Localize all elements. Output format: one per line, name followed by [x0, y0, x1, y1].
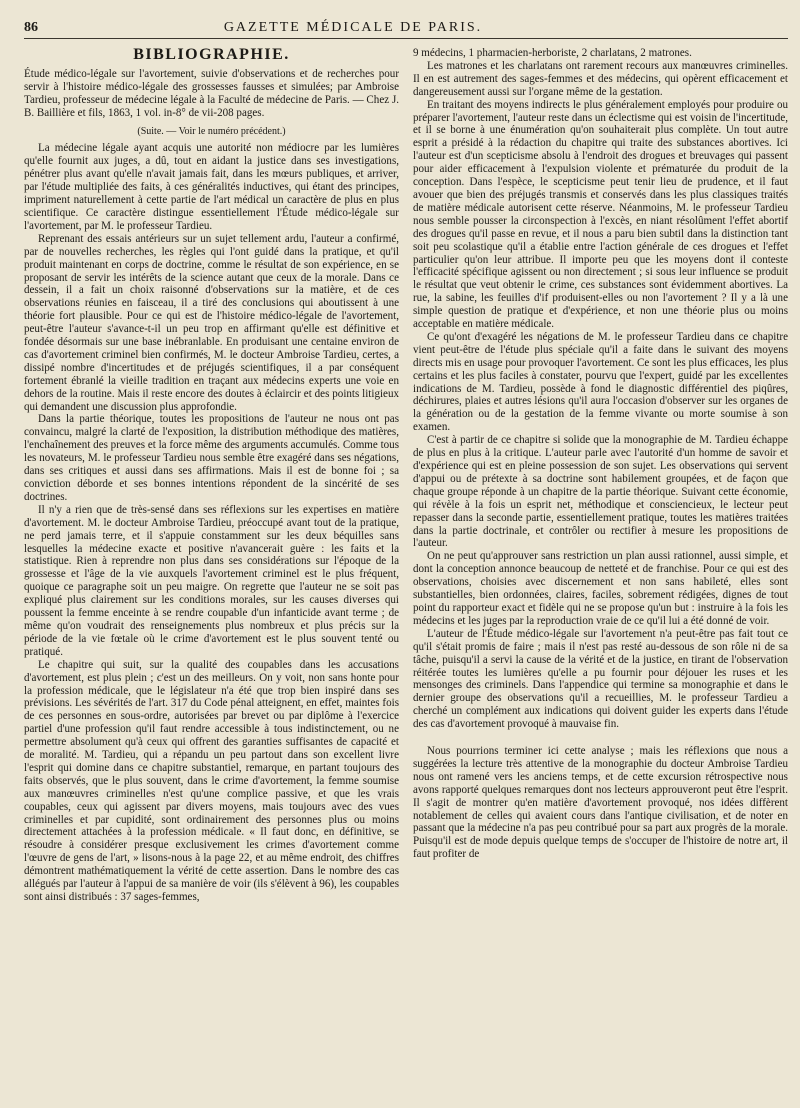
section-gap: [413, 731, 788, 745]
article-columns: [24, 47, 788, 1107]
paragraph: Les matrones et les charlatans ont rarement recours aux manœuvres criminelles. Il en est autrement des sages-femmes et des médecins, qui opèrent efficacement et dangereusement aussi sur l'organe même de la gestation.: [413, 59, 788, 98]
paragraph: Ce qu'ont d'exagéré les négations de M. le professeur Tardieu dans ce chapitre vient peut-être de l'étude plus spéciale qu'il a faite dans le suivant des moyens directs mis en usage pour provoquer l'avortement. Ce sont les plus efficaces, les plus certains et les plus faciles à constater, pourvu que l'expert, guidé par les excellentes indications de M. Tardieu, possède à fond le diagnostic différentiel des piqûres, déchirures, plaies et autres lésions qu'il aura l'occasion d'observer sur les organes de la génération ou de la gestation de la femme vivante ou morte soumise à son examen.: [413, 330, 788, 434]
section-title: BIBLIOGRAPHIE.: [133, 47, 290, 63]
journal-title: GAZETTE MÉDICALE DE PARIS.: [223, 20, 483, 35]
paragraph: Nous pourrions terminer ici cette analyse ; mais les réflexions que nous a suggérées la lecture très attentive de la monographie du docteur Ambroise Tardieu nous ont ramené vers les anciens temps, et de cette excursion rétrospective nous avons rapporté quelques remarques dont nos lecteurs approuveront peut être l'esprit. Il s'agit de montrer qu'en matière d'avortement provoqué, nos idées diffèrent notablement de celles qui avaient cours dans l'antique civilisation, et de noter en passant que la médecine n'a pas peu contribué pour sa part aux progrès de la morale. Puisqu'il est de mode depuis quelque temps de s'occuper de l'histoire de notre art, il faut profiter de: [413, 745, 788, 861]
paragraph: La médecine légale ayant acquis une autorité non médiocre par les lumières qu'elle fournit aux juges, a dû, tout en aidant la justice dans ses investigations, pénétrer plus avant qu'elle n'avait jamais fait, dans les mœurs publiques, et arriver, par l'étude multipliée des faits, à ces généralités inductives, qui étant des principes, impriment naturellement à cette partie de l'art médical un caractère de plus en plus scientifique. Ce caractère distingue essentiellement l'Étude médico-légale sur l'avortement, par M. le professeur Tardieu.: [24, 142, 399, 232]
continuation-note: (Suite. — Voir le numéro précédent.): [137, 125, 286, 137]
paragraph: En traitant des moyens indirects le plus généralement employés pour produire ou préparer l'avortement, l'auteur reste dans un éclectisme qui est voisin de l'incertitude, et il se borne à une énumération qu'on souhaiterait plus complète. Un tout autre esprit a présidé à la rédaction du chapitre qui traite des substances abortives. Ici l'auteur est d'un scepticisme absolu à l'endroit des drogues et breuvages qui passent pour aider efficacement à l'expulsion violente et prématurée du produit de la conception. Dans l'espèce, le scepticisme peut tenir lieu de prudence, et il faut avouer que bien des préjugés transmis et conservés dans les plus classiques traités de matière médicale autorisent cette réserve. Néanmoins, M. le professeur Tardieu nous semble pousser la circonspection à l'excès, en niant résolûment l'effet abortif des drogues qu'il passe en revue, et il nous a paru bien subtil dans la distinction tant soit peu scolastique qu'il a établie entre l'action générale de ces drogues et l'effet particulier qu'on leur attribue. Il importe peu que les moyens dont il conteste l'efficacité spécifique agissent ou non directement ; si sous leur influence se produit le résultat que veut obtenir le crime, ces substances sont évidemment abortives. La rue, la sabine, les feuilles d'if produisent-elles ou non l'avortement ? Il y a là une simple question de pratique et d'expérience, et non une théorie plus ou moins acceptable en matière médicale.: [413, 98, 788, 331]
paragraph: Dans la partie théorique, toutes les propositions de l'auteur ne nous ont pas convaincu, malgré la clarté de l'exposition, la distribution méthodique des matières, l'enchaînement des preuves et la force même des arguments accumulés. Comme tous les novateurs, M. le professeur Tardieu nous semble être exagéré dans ses négations, dans ses critiques et aussi dans ses affirmations. Mais il est de bonne foi ; sa conviction déborde et ses bonnes intentions répondent de la sincérité de ses doctrines.: [24, 413, 399, 503]
right-column: [413, 47, 788, 1107]
paragraph: L'auteur de l'Étude médico-légale sur l'avortement n'a peut-être pas fait tout ce qu'il s'était promis de faire ; mais il n'est pas resté au-dessous de son rôle ni de sa tâche, puisqu'il a servi la cause de la vérité et de la justice, en tirant de l'observation réitérée toutes les lumières qu'elle a pu fournir pour déjouer les ruses et les mensonges des criminels. Dans l'appendice qui termine sa monographie et dans le dernier groupe des observations qu'il a recueillies, M. le professeur Tardieu a cherché un complément aux indications qui doivent guider les experts dans l'étude des cas d'avortement provoqué à mauvaise fin.: [413, 627, 788, 731]
book-reference: Étude médico-légale sur l'avortement, suivie d'observations et de recherches pour servir à l'histoire médico-légale des grossesses fausses et simulées; par Ambroise Tardieu, professeur de médecine légale à la Faculté de médecine de Paris. — Chez J. B. Baillière et fils, 1863, 1 vol. in-8° de vii-208 pages.: [24, 67, 399, 119]
paragraph: Reprenant des essais antérieurs sur un sujet tellement ardu, l'auteur a confirmé, par de nouvelles recherches, les règles qui l'ont guidé dans la pratique, et qu'il produit maintenant en corps de doctrine, comme le résultat de son expérience, en se proposant de servir les intérêts de la science autant que ceux de la morale. Dans ce dessein, il a fait un choix raisonné d'observations sur la matière, et de ces observations réunies en faisceau, il a tiré des conclusions qui aboutissent à une théorie fort plausible. Pour ce qui est de l'histoire médico-légale de l'avortement, peut-être l'auteur s'avance-t-il un peu trop en affirmant qu'elle est définitive et fondée désormais sur une base inébranlable. En produisant une centaine environ de cas d'avortement criminel bien confirmés, M. le docteur Ambroise Tardieu, certes, a dissipé nombre d'incertitudes et de préjugés scientifiques, il a par conséquent fortement ébranlé la vieille tradition en traçant aux médecins experts une voie en dehors de la routine. Mais il reste encore des doutes à éclaircir et des points litigieux qui demandent une discussion plus approfondie.: [24, 232, 399, 413]
paragraph: C'est à partir de ce chapitre si solide que la monographie de M. Tardieu échappe de plus en plus à la critique. L'auteur parle avec l'autorité d'un homme de savoir et d'expérience qui est en pleine possession de son sujet. Les observations qui servent d'appui ou de prétexte à sa doctrine sont habilement groupées, et de façon que chaque groupe réponde à un chapitre de la partie théorique. Suivant cette économie, qui révèle à la fois un esprit net, méthodique et consciencieux, le lecteur peut repasser dans la seconde partie, essentiellement pratique, toutes les matières traitées dans la partie doctrinale, et contrôler ou rectifier à mesure les propositions de l'auteur.: [413, 434, 788, 550]
running-head: [24, 14, 788, 39]
paragraph: On ne peut qu'approuver sans restriction un plan aussi rationnel, aussi simple, et dont la conception annonce beaucoup de netteté et de franchise. Pour ce qui est des observations, choisies avec discernement et non sans habileté, elles sont substantielles, bien ordonnées, claires, faciles, sobrement rédigées, dignes de tout point du rapporteur exact et fidèle qui ne se propose qu'un but : instruire à la fois les médecins et les juges par la reproduction vraie de ce qu'il lui a été donné de voir.: [413, 550, 788, 627]
page-number: 86: [24, 20, 38, 35]
paragraph: Il n'y a rien que de très-sensé dans ses réflexions sur les expertises en matière d'avortement. M. le docteur Ambroise Tardieu, préoccupé avant tout de la pratique, ne perd jamais terre, et il s'appuie constamment sur les deux béquilles sans lesquelles la médecine exacte et positive n'avancerait guère : les faits et la statistique. Rien à reprendre non plus dans ses considérations sur l'époque de la grossesse et l'âge de la vie auxquels l'avortement criminel est le plus fréquent, quoique ce paragraphe soit un peu maigre. On regrette que l'auteur ne se soit pas expliqué plus clairement sur les conditions morales, sur les causes diverses qui poussent la femme enceinte à se rendre coupable d'un infanticide avant terme ; de même qu'on voudrait des renseignements plus nombreux et plus précis sur la période de la vie fœtale où le crime d'avortement est le plus souvent tenté ou pratiqué.: [24, 503, 399, 658]
paragraph: 9 médecins, 1 pharmacien-herboriste, 2 charlatans, 2 matrones.: [413, 47, 692, 59]
left-column: [24, 47, 399, 1107]
paragraph: Le chapitre qui suit, sur la qualité des coupables dans les accusations d'avortement, est plus plein ; c'est un des meilleurs. On y voit, non sans honte pour la profession médicale, que le législateur n'a été que trop bien inspiré dans ses prévisions. Les sévérités de l'art. 317 du Code pénal atteignent, en effet, maintes fois de ces personnes en sous-ordre, autorisées par brevet ou par diplôme à l'exercice partiel d'une profession qu'il faut rendre accessible à tous indistinctement, ou ne permettre absolument qu'à ceux qui offrent des garanties suffisantes de capacité et de moralité. M. Tardieu, qui a répandu un peu partout dans son excellent livre l'esprit qui domine dans ce chapitre substantiel, remarque, en partant toujours des faits observés, que le plus souvent, dans le crime d'avortement, la femme soumise aux manœuvres criminelles n'est qu'une complice passive, et que les vrais coupables, ceux qui agissent par divers moyens, mais toujours avec des vues criminelles et par cupidité, sont ordinairement des personnes plus ou moins directement attachées à la profession médicale. « Il faut donc, en définitive, se résoudre à considérer presque exclusivement les crimes d'avortement comme l'œuvre de gens de l'art, » lisons-nous à la page 22, et au même endroit, des chiffres démontrent mathématiquement la vérité de cette assertion. Dans le nombre des cas allégués par l'auteur à l'appui de sa manière de voir (ils s'élèvent à 96), les coupables sont ainsi distribués : 37 sages-femmes,: [24, 658, 399, 903]
